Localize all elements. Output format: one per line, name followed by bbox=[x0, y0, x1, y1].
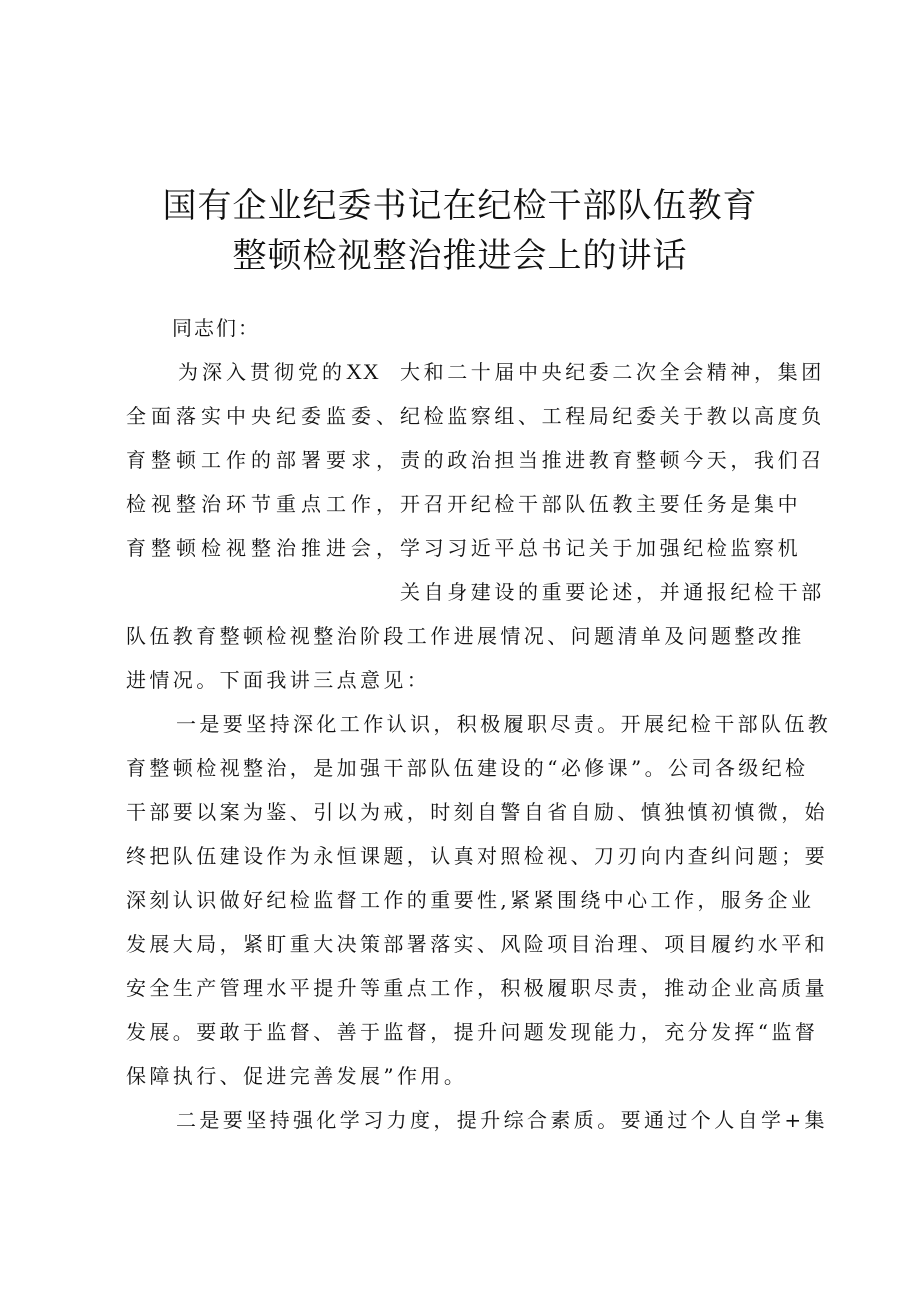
paragraph-1-line-7: 队伍教育整顿检视整治阶段工作进展情况、问题清单及问题整改推 bbox=[126, 624, 805, 648]
placeholder-xx: XX bbox=[346, 359, 380, 384]
paragraph-2-line-8: 发展。要敢于监督、善于监督，提升问题发现能力，充分发挥“监督 bbox=[126, 1020, 819, 1044]
right-column-text bbox=[400, 350, 825, 614]
right-line-2: 纪检监察组、工程局纪委关于教以高度负 bbox=[400, 404, 825, 428]
left-line-1 bbox=[126, 350, 396, 394]
left-line-2: 全面落实中央纪委监委、 bbox=[126, 404, 401, 428]
paragraph-2-line-1: 一是要坚持深化工作认识，积极履职尽责。开展纪检干部队伍教 bbox=[176, 712, 832, 736]
left-column-text bbox=[126, 350, 401, 570]
left-line-3: 育整顿工作的部署要求， bbox=[126, 448, 401, 472]
document-title-line-1: 国有企业纪委书记在纪检干部队伍教育 bbox=[162, 186, 758, 226]
right-line-3: 责的政治担当推进教育整顿今天，我们召 bbox=[400, 448, 825, 472]
document-title-line-2: 整顿检视整治推进会上的讲话 bbox=[232, 236, 688, 276]
paragraph-2-line-4: 终把队伍建设作为永恒课题，认真对照检视、刀刃向内查纠问题；要 bbox=[126, 844, 828, 868]
right-line-1: 大和二十届中央纪委二次全会精神，集团 bbox=[400, 360, 825, 384]
left-line-4: 检视整治环节重点工作， bbox=[126, 492, 401, 516]
paragraph-2-line-7: 安全生产管理水平提升等重点工作，积极履职尽责，推动企业高质量 bbox=[126, 976, 828, 1000]
salutation: 同志们： bbox=[172, 316, 260, 340]
paragraph-2-line-3: 干部要以案为鉴、引以为戒，时刻自警自省自励、慎独慎初慎微，始 bbox=[126, 800, 828, 824]
paragraph-2-line-9: 保障执行、促进完善发展”作用。 bbox=[126, 1064, 468, 1088]
paragraph-1-line-8: 进情况。下面我讲三点意见： bbox=[126, 668, 431, 692]
right-line-4: 开召开纪检干部队伍教主要任务是集中 bbox=[400, 492, 802, 516]
paragraph-2-line-2: 育整顿检视整治，是加强干部队伍建设的“必修课”。公司各级纪检 bbox=[126, 756, 809, 780]
left-line-5: 育整顿检视整治推进会， bbox=[126, 536, 401, 560]
paragraph-2-line-6: 发展大局，紧盯重大决策部署落实、风险项目治理、项目履约水平和 bbox=[126, 932, 828, 956]
paragraph-2-line-5: 深刻认识做好纪检监督工作的重要性,紧紧围绕中心工作，服务企业 bbox=[126, 888, 815, 912]
right-line-5: 学习习近平总书记关于加强纪检监察机 bbox=[400, 536, 802, 560]
paragraph-3-line-1: 二是要坚持强化学习力度，提升综合素质。要通过个人自学+集 bbox=[176, 1108, 828, 1132]
right-line-6: 关自身建设的重要论述，并通报纪检干部 bbox=[400, 580, 825, 604]
left-line-1-text: 为深入贯彻党的 bbox=[178, 360, 346, 384]
